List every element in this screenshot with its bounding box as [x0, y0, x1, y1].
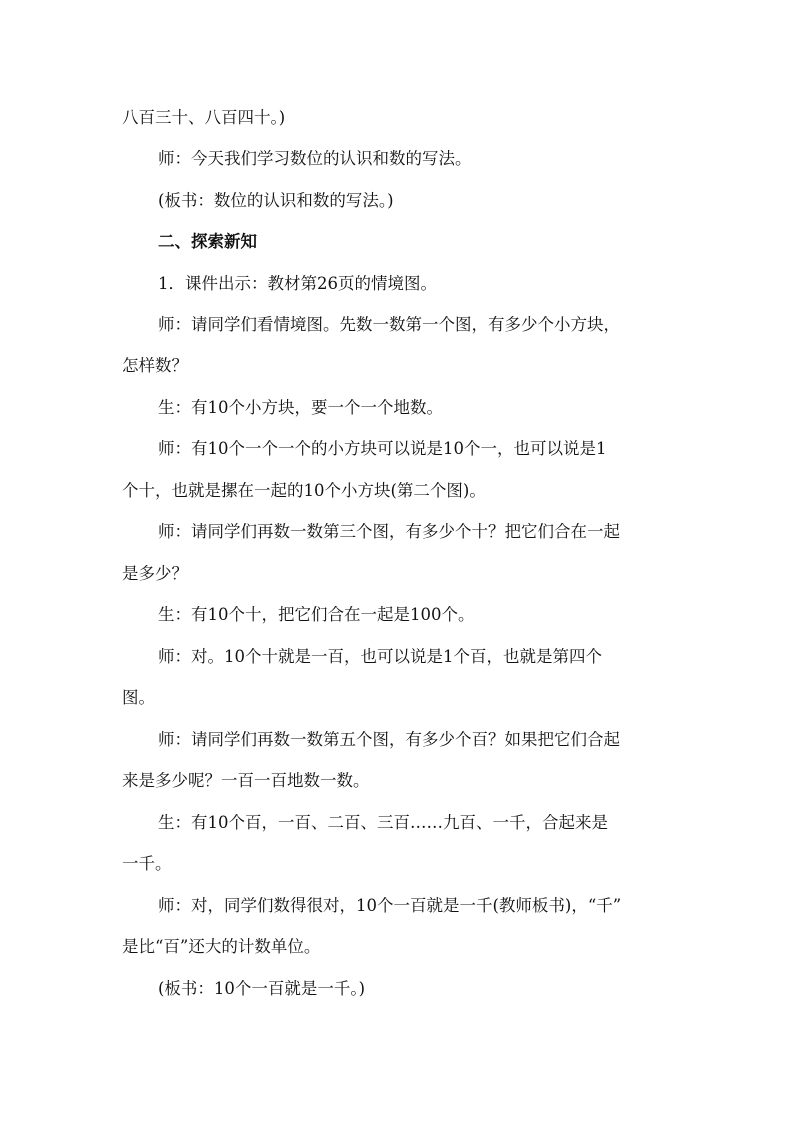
text-line: 怎样数？ — [122, 356, 188, 375]
text-line: 八百三十、八百四十。) — [122, 108, 286, 127]
text-line: 一千。 — [122, 854, 172, 873]
text-line: (板书：10个一百就是一千。) — [158, 979, 366, 998]
text-line: 师：有10个一个一个的小方块可以说是10个一，也可以说是1 — [158, 439, 607, 458]
section-heading: 二、探索新知 — [158, 232, 257, 251]
text-line: (板书：数位的认识和数的写法。) — [158, 191, 394, 210]
text-line: 师：请同学们再数一数第三个图，有多少个十？把它们合在一起 — [158, 522, 620, 541]
text-line: 个十，也就是摞在一起的10个小方块(第二个图)。 — [122, 481, 486, 500]
text-line: 生：有10个十，把它们合在一起是100个。 — [158, 605, 475, 624]
text-line: 生：有10个百，一百、二百、三百……九百、一千，合起来是 — [158, 813, 608, 832]
text-line: 师：今天我们学习数位的认识和数的写法。 — [158, 149, 472, 168]
text-line: 是多少？ — [122, 564, 188, 583]
text-line: 师：请同学们再数一数第五个图，有多少个百？如果把它们合起 — [158, 730, 620, 749]
text-line: 来是多少呢？一百一百地数一数。 — [122, 771, 370, 790]
text-line: 1．课件出示：教材第26页的情境图。 — [158, 274, 437, 293]
text-line: 生：有10个小方块，要一个一个地数。 — [158, 398, 443, 417]
text-line: 师：请同学们看情境图。先数一数第一个图，有多少个小方块， — [158, 315, 620, 334]
text-line: 师：对，同学们数得很对，10个一百就是一千(教师板书)，“千” — [158, 896, 622, 915]
text-line: 是比“百”还大的计数单位。 — [122, 937, 321, 956]
text-line: 师：对。10个十就是一百，也可以说是1个百，也就是第四个 — [158, 647, 602, 666]
text-line: 图。 — [122, 688, 155, 707]
